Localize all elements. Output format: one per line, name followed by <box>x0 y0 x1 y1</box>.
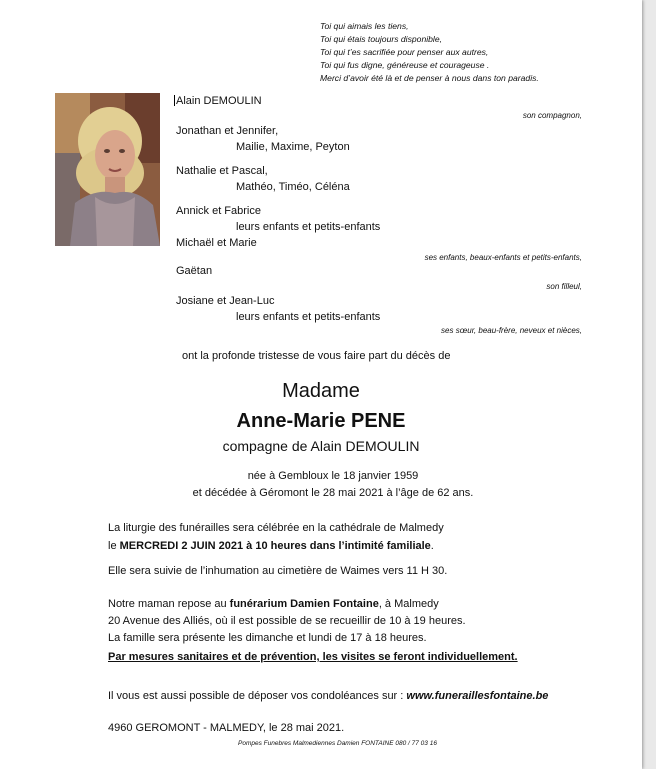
child3-couple: Annick et Fabrice <box>176 205 261 217</box>
footer-funeral-home: Pompes Funebres Malmediennes Damien FONTAINE 080 / 77 03 16 <box>238 740 437 747</box>
funerarium-line-1 <box>108 598 439 610</box>
portrait-image <box>55 93 160 246</box>
announcement: ont la profonde tristesse de vous faire part du décès de <box>182 350 451 362</box>
liturgy-line-2-prefix: le <box>108 540 120 552</box>
godson-name: Gaëtan <box>176 265 213 277</box>
children-relation: ses enfants, beaux-enfants et petits-enfants, <box>424 253 582 262</box>
funerarium-suffix: , à Malmedy <box>378 598 439 610</box>
poem-line-3: Toi qui t’es sacrifiée pour penser aux autres, <box>320 47 489 57</box>
child1-couple: Jonathan et Jennifer, <box>176 125 279 137</box>
godson-relation: son filleul, <box>546 282 582 291</box>
companion-relation: son compagnon, <box>522 111 582 120</box>
liturgy-line-2-suffix: . <box>430 540 434 552</box>
child2-couple: Nathalie et Pascal, <box>176 165 268 177</box>
poem-line-1: Toi qui aimais les tiens, <box>320 21 409 31</box>
place-date: 4960 GEROMONT - MALMEDY, le 28 mai 2021. <box>108 722 345 734</box>
condolences-text: Il vous est aussi possible de déposer vos condoléances sur : <box>108 690 407 702</box>
liturgy-line-1: La liturgie des funérailles sera célébrée en la cathédrale de Malmedy <box>108 522 444 534</box>
child4-couple: Michaël et Marie <box>176 237 257 249</box>
deceased-photo <box>55 93 160 246</box>
deceased-name: Anne-Marie PENE <box>236 410 406 432</box>
funerarium-address: 20 Avenue des Alliés, où il est possible de se recueillir de 10 à 19 heures. <box>108 615 466 627</box>
poem-line-2: Toi qui étais toujours disponible, <box>320 34 442 44</box>
family-presence: La famille sera présente les dimanche et lundi de 17 à 18 heures. <box>108 632 427 644</box>
companion-name <box>174 95 262 107</box>
sibling-couple: Josiane et Jean-Luc <box>176 295 275 307</box>
deceased-subtitle: compagne de Alain DEMOULIN <box>222 438 420 454</box>
honorific-title: Madame <box>282 380 360 402</box>
funeral-date-time: MERCREDI 2 JUIN 2021 à 10 heures dans l’intimité familiale <box>119 540 431 552</box>
sibling-relation: ses sœur, beau-frère, neveux et nièces, <box>441 326 582 335</box>
child1-kids: Mailie, Maxime, Peyton <box>236 141 350 153</box>
sibling-kids: leurs enfants et petits-enfants <box>236 311 381 323</box>
birth-line: née à Gembloux le 18 janvier 1959 <box>247 470 419 482</box>
poem-line-4: Toi qui fus digne, généreuse et courageuse . <box>320 60 490 70</box>
liturgy-line-2 <box>108 540 434 552</box>
funerarium-name: funérarium Damien Fontaine <box>229 598 379 610</box>
poem-line-5: Merci d’avoir été là et de penser à nous dans ton paradis. <box>320 73 539 83</box>
text-cursor <box>174 95 175 106</box>
death-line: et décédée à Géromont le 28 mai 2021 à l’âge de 62 ans. <box>192 487 474 499</box>
sanitary-measures: Par mesures sanitaires et de prévention, les visites se feront individuellement. <box>108 651 518 663</box>
companion-name-text: Alain DEMOULIN <box>176 95 262 107</box>
child3-kids: leurs enfants et petits-enfants <box>236 221 381 233</box>
condolences-line <box>108 690 548 702</box>
condolences-website-link[interactable]: www.funeraillesfontaine.be <box>406 690 549 702</box>
burial-line: Elle sera suivie de l’inhumation au cimetière de Waimes vers 11 H 30. <box>108 565 448 577</box>
funerarium-prefix: Notre maman repose au <box>108 598 230 610</box>
child2-kids: Mathéo, Timéo, Céléna <box>236 181 350 193</box>
